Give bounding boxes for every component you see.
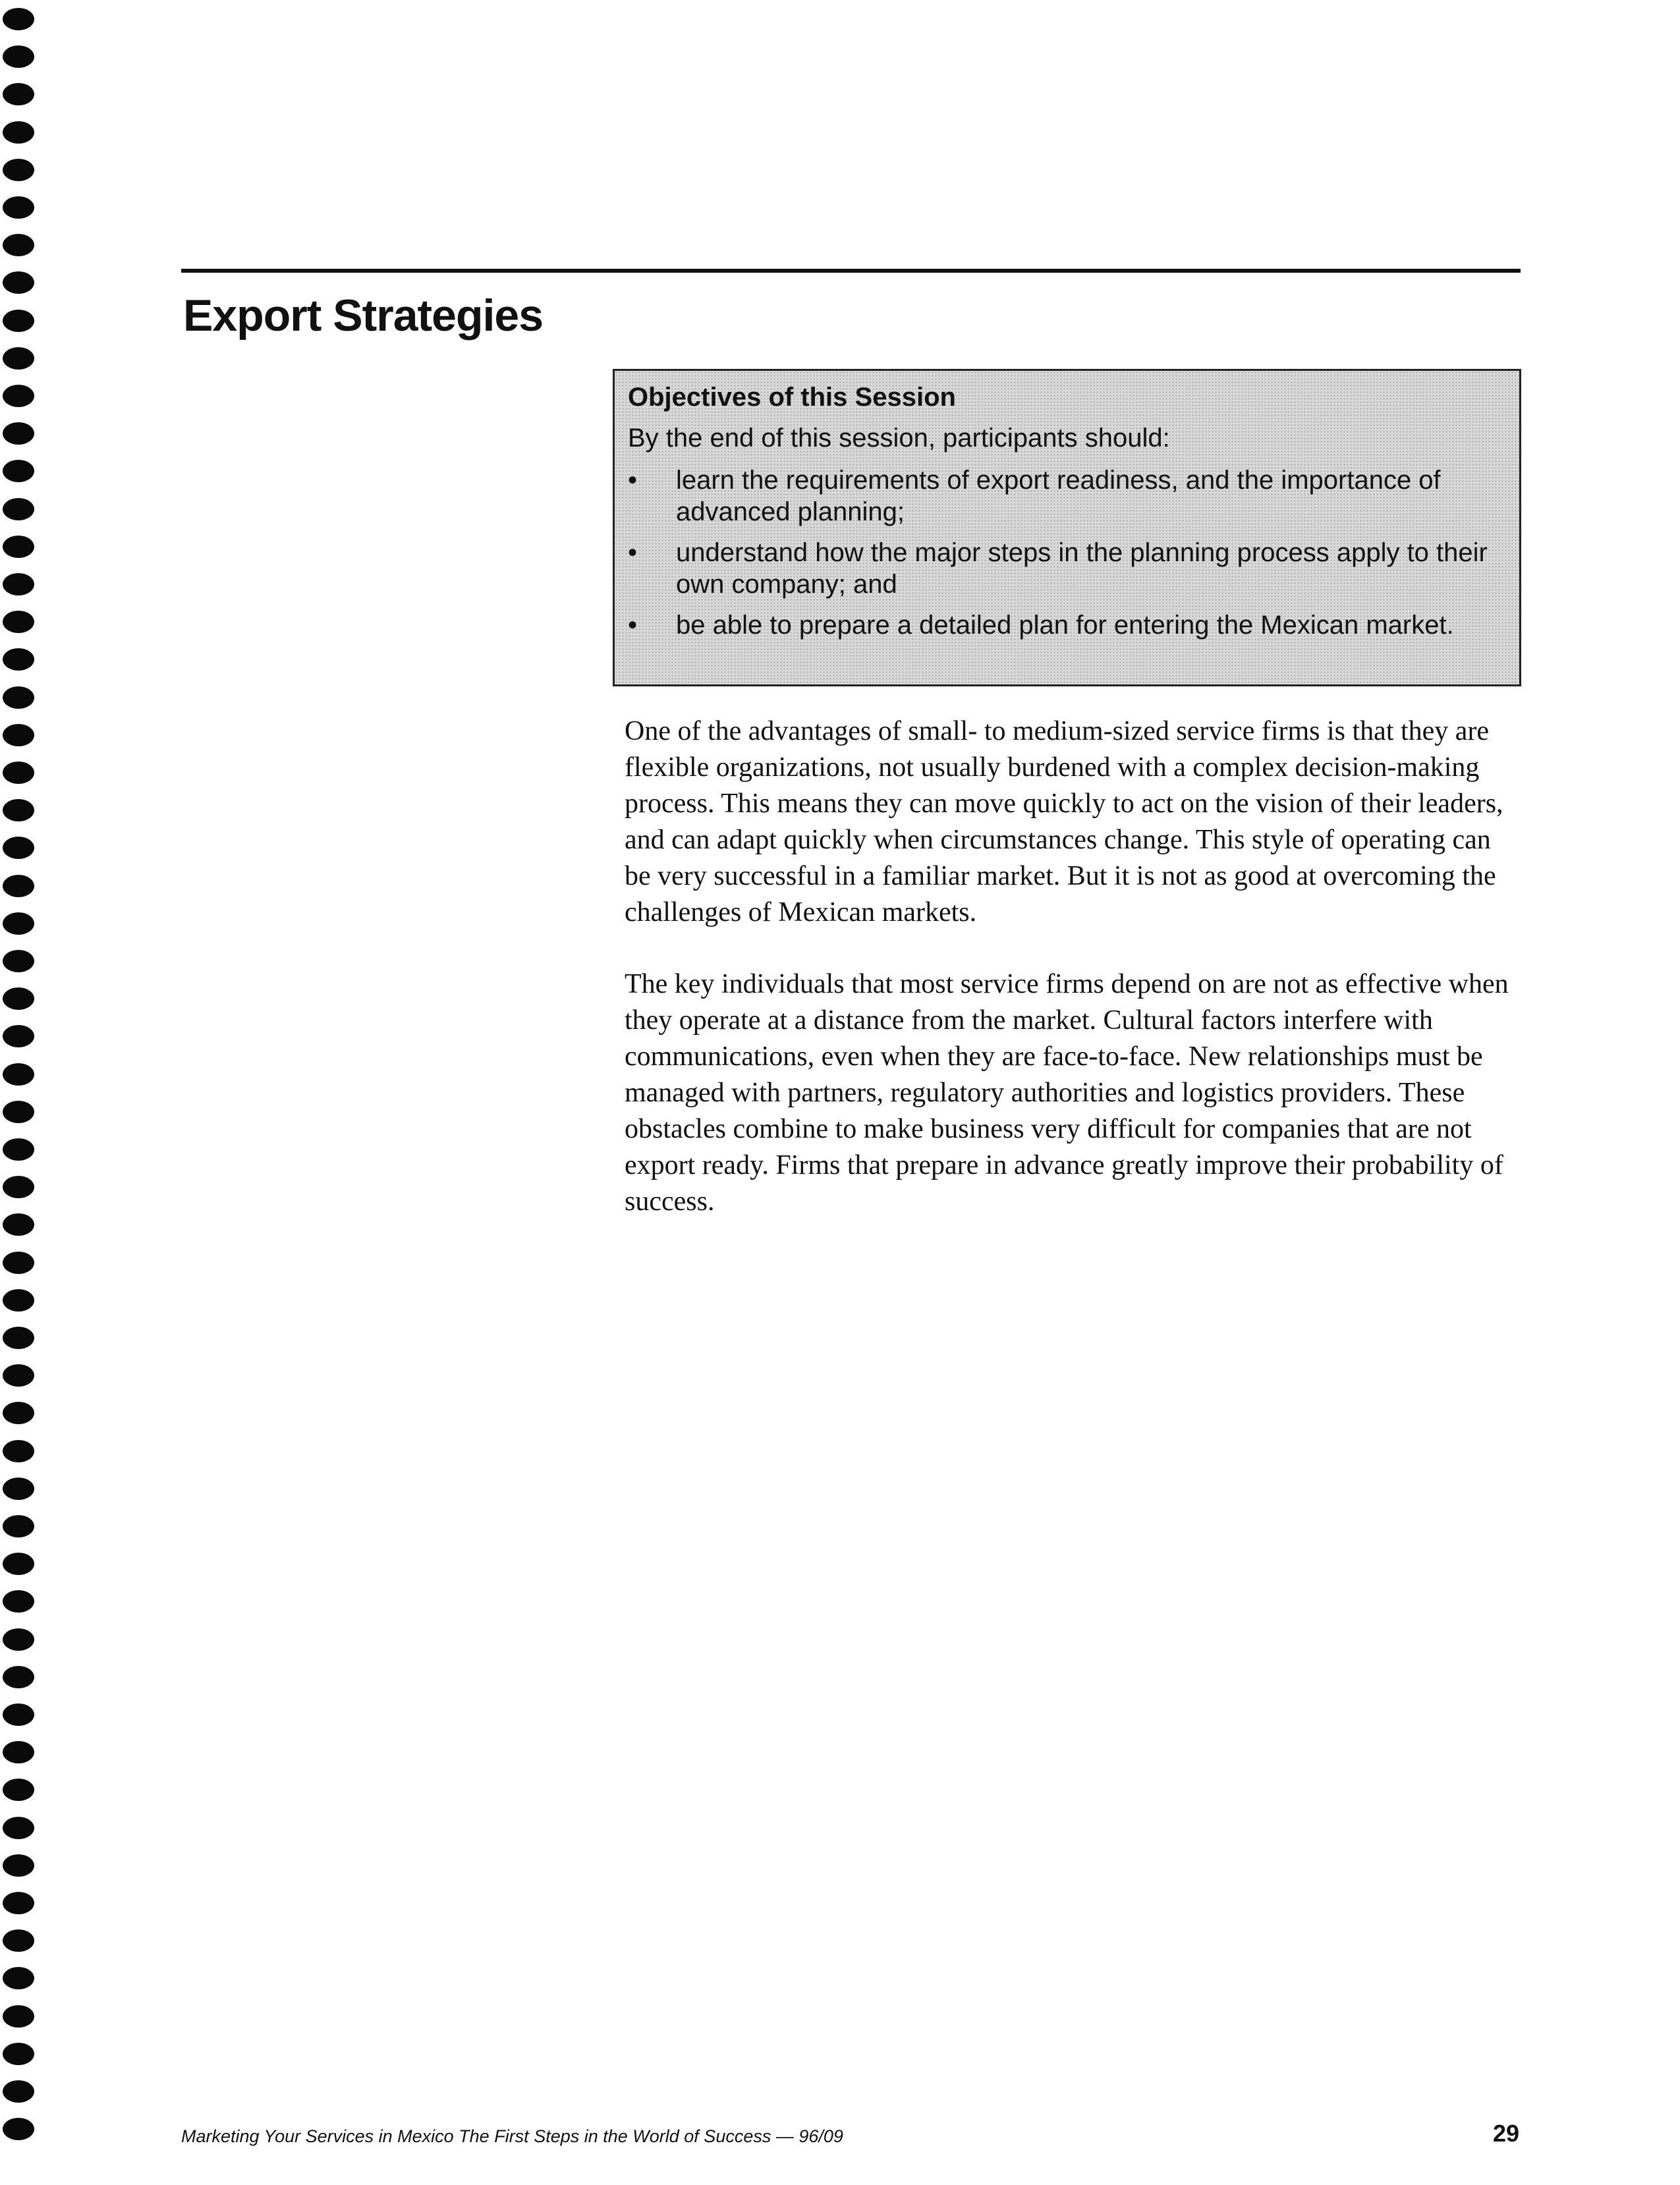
binder-hole	[3, 799, 34, 821]
objectives-list	[628, 464, 1503, 641]
objective-item	[628, 609, 1503, 641]
binder-hole	[3, 1364, 34, 1387]
objective-text: be able to prepare a detailed plan for entering the Mexican market.	[676, 611, 1454, 640]
title-rule	[181, 269, 1521, 273]
body-paragraph: One of the advantages of small- to medium-sized service firms is that they are flexible organizations, not usually burdened with a complex decision-making process. This means they can move quickly to act on the vision of their leaders, and can adapt quickly when circumstances change. This style of operating can be very successful in a familiar market. But it is not as good at overcoming the challenges of Mexican markets.	[625, 716, 1503, 927]
binder-hole	[3, 347, 34, 370]
objectives-heading: Objectives of this Session	[628, 383, 956, 412]
binder-hole	[3, 422, 34, 445]
binder-hole	[3, 1213, 34, 1236]
binder-hole	[3, 1967, 34, 1989]
binder-hole	[3, 1515, 34, 1537]
binder-hole	[3, 2005, 34, 2028]
binder-hole	[3, 1252, 34, 1274]
binder-hole	[3, 498, 34, 520]
objective-item	[628, 464, 1503, 528]
binder-hole	[3, 1666, 34, 1688]
binder-hole	[3, 1590, 34, 1613]
binder-hole	[3, 45, 34, 68]
binder-holes	[0, 0, 46, 2185]
objective-item	[628, 537, 1503, 600]
binder-hole	[3, 761, 34, 784]
binder-hole	[3, 1327, 34, 1349]
binder-hole	[3, 385, 34, 407]
binder-hole	[3, 2080, 34, 2103]
objective-text: learn the requirements of export readiness, and the importance of advanced planning;	[676, 466, 1441, 526]
binder-hole	[3, 1741, 34, 1763]
binder-hole	[3, 1628, 34, 1651]
binder-hole	[3, 271, 34, 294]
binder-hole	[3, 159, 34, 181]
binder-hole	[3, 460, 34, 482]
footer-text: Marketing Your Services in Mexico The First Steps in the World of Success — 96/09	[181, 2126, 843, 2146]
binder-hole	[3, 912, 34, 935]
binder-hole	[3, 1817, 34, 1839]
binder-hole	[3, 1289, 34, 1312]
binder-hole	[3, 875, 34, 897]
page-number: 29	[1492, 2120, 1519, 2147]
binder-hole	[3, 987, 34, 1010]
binder-hole	[3, 1025, 34, 1047]
bullet-icon: •	[628, 538, 638, 567]
binder-hole	[3, 8, 34, 30]
binder-hole	[3, 724, 34, 746]
objectives-intro: By the end of this session, participants should:	[628, 424, 1170, 453]
binder-hole	[3, 837, 34, 859]
binder-hole	[3, 1854, 34, 1877]
binder-hole	[3, 83, 34, 105]
binder-hole	[3, 1929, 34, 1952]
binder-hole	[3, 1478, 34, 1500]
binder-hole	[3, 1892, 34, 1914]
body-paragraph: The key individuals that most service firms depend on are not as effective when they operate at a distance from the market. Cultural factors interfere with communications, even when they are face-to-face. New relationships must be managed with partners, regulatory authorities and logistics providers. These obstacles combine to make business very difficult for companies that are not export ready. Firms that prepare in advance greatly improve their probability of success.	[625, 969, 1509, 1217]
binder-hole	[3, 686, 34, 709]
binder-hole	[3, 2043, 34, 2065]
bullet-icon: •	[628, 466, 638, 495]
binder-hole	[3, 1138, 34, 1161]
binder-hole	[3, 234, 34, 256]
binder-hole	[3, 2118, 34, 2140]
page-title: Export Strategies	[183, 290, 544, 341]
binder-hole	[3, 196, 34, 219]
objectives-box	[613, 369, 1521, 686]
bullet-icon: •	[628, 611, 638, 640]
binder-hole	[3, 310, 34, 332]
binder-hole	[3, 1101, 34, 1123]
binder-hole	[3, 1440, 34, 1462]
binder-hole	[3, 536, 34, 558]
binder-hole	[3, 611, 34, 633]
binder-hole	[3, 121, 34, 144]
binder-hole	[3, 1779, 34, 1801]
binder-hole	[3, 1063, 34, 1086]
binder-hole	[3, 1176, 34, 1198]
binder-hole	[3, 950, 34, 972]
binder-hole	[3, 1553, 34, 1575]
binder-hole	[3, 1402, 34, 1424]
objective-text: understand how the major steps in the planning process apply to their own company; and	[676, 538, 1488, 599]
binder-hole	[3, 1703, 34, 1726]
binder-hole	[3, 648, 34, 671]
binder-hole	[3, 573, 34, 595]
